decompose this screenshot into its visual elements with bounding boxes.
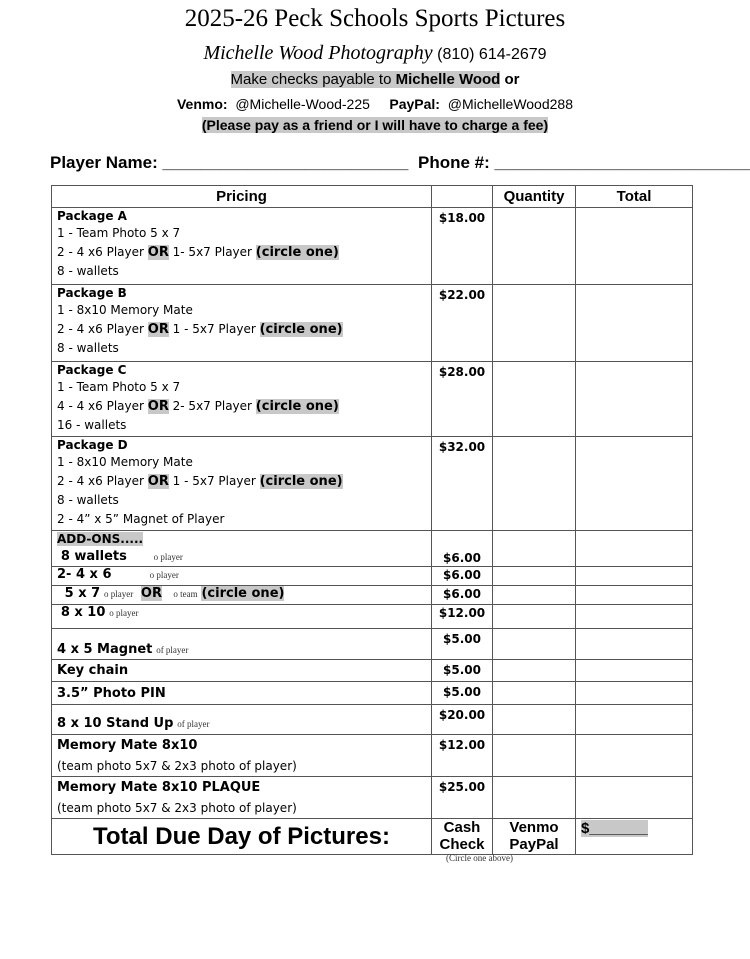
quantity-cell[interactable] — [493, 629, 576, 660]
addon-price: $20.00 — [432, 705, 493, 735]
quantity-cell[interactable] — [493, 285, 576, 362]
total-cell[interactable] — [576, 567, 693, 586]
venmo-handle: @Michelle-Wood-225 — [235, 96, 370, 112]
package-price: $32.00 — [432, 437, 493, 531]
addon-price: $25.00 — [432, 777, 493, 819]
quantity-cell[interactable] — [493, 586, 576, 605]
total-cell[interactable] — [576, 208, 693, 285]
quantity-cell[interactable] — [493, 605, 576, 629]
checks-line — [0, 71, 750, 88]
quantity-cell[interactable] — [493, 362, 576, 437]
package-line: 1 - 8x10 Memory Mate — [57, 303, 193, 317]
addon-row — [52, 682, 693, 705]
package-price: $28.00 — [432, 362, 493, 437]
total-cell[interactable] — [576, 531, 693, 567]
total-cell[interactable] — [576, 285, 693, 362]
package-row — [52, 208, 693, 285]
quantity-cell[interactable] — [493, 531, 576, 567]
addon-price: $6.00 — [432, 531, 493, 567]
package-name: Package D — [57, 438, 128, 452]
package-row — [52, 437, 693, 531]
package-line: 2 - 4 x6 Player OR 1 - 5x7 Player (circle one) — [57, 474, 343, 489]
addon-row — [52, 660, 693, 682]
addon-name: 2- 4 x 6 — [57, 567, 112, 582]
total-cell[interactable] — [576, 777, 693, 819]
package-price: $18.00 — [432, 208, 493, 285]
addon-row — [52, 735, 693, 777]
addon-name: 8 x 10 — [60, 605, 106, 620]
addon-name: Memory Mate 8x10 PLAQUE — [57, 780, 261, 795]
quantity-cell[interactable] — [493, 437, 576, 531]
addon-row: 8 x 10 o player $12.00 — [52, 605, 693, 629]
quantity-cell[interactable] — [493, 567, 576, 586]
checks-or: or — [500, 71, 520, 88]
total-cell[interactable] — [576, 437, 693, 531]
checks-text: Make checks payable to — [230, 71, 396, 88]
addon-note: o player — [153, 552, 183, 562]
studio-line — [0, 42, 750, 65]
addon-row — [52, 531, 693, 567]
addon-row — [52, 567, 693, 586]
quantity-cell[interactable] — [493, 735, 576, 777]
package-line: 1 - Team Photo 5 x 7 — [57, 380, 181, 394]
addon-name: Key chain — [57, 663, 129, 678]
addon-price: $5.00 — [432, 682, 493, 705]
total-row — [52, 819, 693, 855]
venmo-paypal-option[interactable]: Venmo PayPal — [493, 819, 576, 855]
addon-name: 8 wallets — [60, 549, 127, 564]
package-line: 2 - 4 x6 Player OR 1- 5x7 Player (circle one) — [57, 245, 339, 260]
studio-name: Michelle Wood Photography — [203, 42, 433, 64]
addon-name: 3.5” Photo PIN — [57, 685, 166, 701]
quantity-cell[interactable] — [493, 682, 576, 705]
checks-payee: Michelle Wood — [395, 71, 501, 88]
addon-name: Memory Mate 8x10 — [57, 738, 198, 753]
package-row — [52, 362, 693, 437]
player-name-field[interactable]: Player Name: __________________________ — [50, 153, 409, 172]
total-due-label: Total Due Day of Pictures: — [52, 819, 432, 855]
package-name: Package B — [57, 286, 127, 300]
package-name: Package C — [57, 363, 127, 377]
studio-phone: (810) 614-2679 — [437, 46, 547, 63]
package-line: 1 - Team Photo 5 x 7 — [57, 226, 181, 240]
page-title: 2025-26 Peck Schools Sports Pictures — [184, 5, 566, 32]
fee-note: (Please pay as a friend or I will have to charge a fee) — [201, 117, 549, 133]
paypal-handle: @MichelleWood288 — [447, 96, 573, 112]
total-amount-field[interactable]: $_______ — [576, 819, 693, 855]
addon-sub: (team photo 5x7 & 2x3 photo of player) — [57, 759, 297, 773]
total-cell[interactable] — [576, 705, 693, 735]
package-line: 16 - wallets — [57, 418, 127, 432]
quantity-cell[interactable] — [493, 705, 576, 735]
addon-name: 8 x 10 Stand Up — [57, 716, 174, 731]
quantity-cell[interactable] — [493, 208, 576, 285]
venmo-label: Venmo: — [176, 96, 228, 112]
addons-label: ADD-ONS..... — [57, 532, 144, 546]
total-cell[interactable] — [576, 586, 693, 605]
header-quantity: Quantity — [493, 186, 576, 208]
addon-row: 8 x 10 Stand Up of player $20.00 — [52, 705, 693, 735]
addon-price: $6.00 — [432, 567, 493, 586]
addon-row: 4 x 5 Magnet of player $5.00 — [52, 629, 693, 660]
pricing-table — [51, 185, 693, 855]
quantity-cell[interactable] — [493, 777, 576, 819]
addon-price: $5.00 — [432, 660, 493, 682]
addon-name: 4 x 5 Magnet — [57, 642, 153, 657]
total-cell[interactable] — [576, 682, 693, 705]
phone-field[interactable]: Phone #: ___________________________ — [418, 153, 750, 172]
package-line: 8 - wallets — [57, 341, 119, 355]
header-pricing: Pricing — [52, 186, 432, 208]
total-cell[interactable] — [576, 660, 693, 682]
addon-sub: (team photo 5x7 & 2x3 photo of player) — [57, 801, 297, 815]
cash-check-option[interactable]: Cash Check — [432, 819, 493, 855]
package-line: 1 - 8x10 Memory Mate — [57, 455, 193, 469]
package-line: 4 - 4 x6 Player OR 2- 5x7 Player (circle one) — [57, 399, 339, 414]
paypal-label: PayPal: — [389, 96, 440, 112]
total-cell[interactable] — [576, 605, 693, 629]
addon-note: o player — [149, 570, 179, 580]
addon-price: $6.00 — [432, 586, 493, 605]
addon-price: $5.00 — [432, 629, 493, 660]
quantity-cell[interactable] — [493, 660, 576, 682]
addon-row: 5 x 7 o player OR o team (circle one) $6.00 — [52, 586, 693, 605]
package-line: 2 - 4 x6 Player OR 1 - 5x7 Player (circle one) — [57, 322, 343, 337]
header-total: Total — [576, 186, 693, 208]
total-cell[interactable] — [576, 735, 693, 777]
addon-row — [52, 777, 693, 819]
payment-handles — [0, 96, 750, 112]
circle-note: (Circle one above) — [446, 853, 513, 863]
addon-name: 5 x 7 — [64, 586, 101, 601]
addon-price: $12.00 — [432, 605, 493, 629]
package-name: Package A — [57, 209, 127, 223]
package-line: 8 - wallets — [57, 264, 119, 278]
package-line: 8 - wallets — [57, 493, 119, 507]
package-line: 2 - 4” x 5” Magnet of Player — [57, 512, 225, 526]
package-price: $22.00 — [432, 285, 493, 362]
total-cell[interactable] — [576, 362, 693, 437]
addon-price: $12.00 — [432, 735, 493, 777]
package-row — [52, 285, 693, 362]
header-price-blank — [432, 186, 493, 208]
total-cell[interactable] — [576, 629, 693, 660]
